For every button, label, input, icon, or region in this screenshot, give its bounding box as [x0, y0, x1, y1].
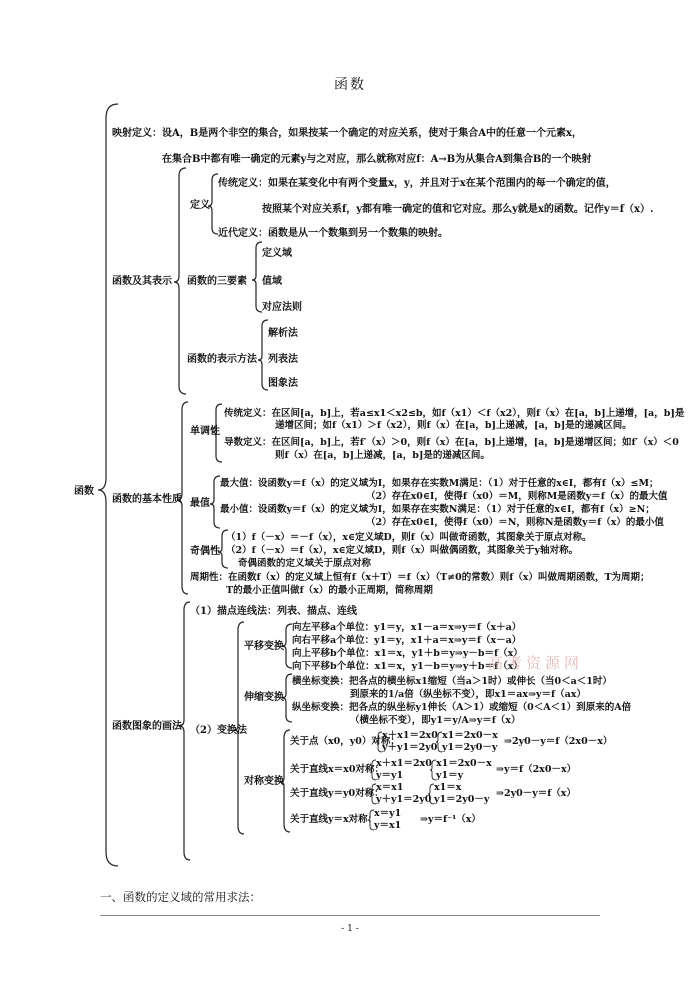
translation-up: 向上平移b个单位：x1＝x，y1＋b＝y⇒y－b＝f（x）	[292, 648, 523, 659]
sym-linex-head: 关于直线x＝x0对称：	[290, 764, 384, 775]
sym-linex-sys1-a: x＋x1＝2x0	[376, 758, 432, 769]
watermark-text: 高考资源网	[488, 654, 584, 672]
period-line1: 周期性：在函数f（x）的定义域上恒有f（x＋T）＝f（x）（T≠0的常数）则f（x）叫做周期函数，T为周期；	[190, 572, 650, 583]
traditional-definition-line1: 传统定义：如果在某变化中有两个变量x，y，并且对于x在某个范围内的每一个确定的值，	[218, 178, 616, 189]
transform-label: （2）变换法	[190, 725, 247, 736]
translation-label: 平移变换	[244, 641, 284, 652]
page-number: - 1 -	[341, 924, 359, 934]
stretch-v-line1: 纵坐标变换：把各点的纵坐标y1伸长（A＞1）或缩短（0＜A＜1）到原来的A倍	[292, 702, 632, 713]
sym-liney-sys1-b: y＋y1＝2y0	[376, 794, 432, 805]
parity-label: 奇偶性	[190, 546, 220, 557]
monotonic-trad-line1: 传统定义：在区间[a，b]上，若a≤x1＜x2≤b，如f（x1）＜f（x2），则f（x）在[a，b]上递增，[a，b]是	[224, 408, 685, 419]
sym-point-sys2-a: x1＝2x0－x	[442, 730, 498, 741]
translation-down: 向下平移b个单位：x1＝x，y1－b＝y⇒y＋b＝f（x）	[292, 661, 523, 672]
definition-label: 定义	[190, 200, 210, 211]
representation-brace	[174, 168, 186, 394]
period-line2: T的最小正值叫做f（x）的最小正周期，简称周期	[226, 585, 433, 596]
parity-line2: （2）f（－x）＝f（x），x∈定义域D，则f（x）叫做偶函数，其图象关于y轴对称。	[226, 545, 579, 556]
modern-definition: 近代定义：函数是从一个数集到另一个数集的映射。	[218, 228, 448, 239]
monotonic-label: 单调性	[190, 426, 220, 437]
graphing-label: 函数图象的画法	[112, 721, 182, 732]
traditional-definition-line2: 按照某个对应关系f，y都有唯一确定的值和它对应。那么y就是x的函数。记作y＝f（x）.	[262, 204, 654, 215]
plot-method: （1）描点连线法：列表、描点、连线	[190, 606, 357, 617]
sym-linex-result: ⇒y＝f（2x0－x）	[496, 764, 577, 775]
stretch-h-line1: 横坐标变换：把各点的横坐标x1缩短（当a＞1时）或伸长（当0＜a＜1时）	[292, 676, 612, 687]
sym-liney-result: ⇒2y0－y＝f（x）	[496, 788, 576, 799]
root-label: 函数	[74, 486, 94, 497]
max-line2: （2）存在x0∈I，使得f（x0）＝M，则称M是函数y＝f（x）的最大值	[366, 491, 668, 502]
method-analytic: 解析法	[268, 328, 298, 339]
element-range: 值域	[262, 276, 282, 287]
extremum-brace	[210, 476, 220, 528]
sym-point-sys1-a: x＋x1＝2x0	[382, 730, 438, 741]
sym-point-result: ⇒2y0－y＝f（2x0－x）	[504, 736, 613, 747]
sym-linex-sys2-b: y1＝y	[436, 770, 464, 781]
monotonic-trad-line2: 递增区间；如f（x1）＞f（x2），则f（x）在[a，b]上递减，[a，b]是的递减区间。	[275, 420, 632, 431]
properties-label: 函数的基本性质	[112, 494, 182, 505]
sym-point-sys1-b: y＋y1＝2y0	[382, 742, 438, 753]
extremum-label: 最值	[190, 498, 210, 509]
sym-lineyx-sys1-b: y＝x1	[374, 820, 402, 831]
sym-point-head: 关于点（x0，y0）对称：	[290, 736, 400, 747]
symmetry-label: 对称变换	[244, 776, 284, 787]
monotonic-deriv-line1: 导数定义：在区间[a，b]上，若f′（x）＞0，则f（x）在[a，b]上递增，[a，b]是递增区间；如f′（x）＜0	[224, 437, 679, 448]
sym-liney-sys2-a: x1＝x	[434, 782, 462, 793]
sym-linex-sys2-a: x1＝2x0－x	[436, 758, 492, 769]
mapping-definition-line1: 映射定义：设A，B是两个非空的集合，如果按某一个确定的对应关系，使对于集合A中的任意一个元素x，	[112, 128, 582, 139]
min-line2: （2）存在x0∈I，使得f（x0）＝N，则称N是函数y＝f（x）的最小值	[366, 517, 664, 528]
stretch-label: 伸缩变换	[244, 692, 284, 703]
mapping-definition-line2: 在集合B中都有唯一确定的元素y与之对应，那么就称对应f：A→B为从集合A到集合B的一个映射	[162, 154, 592, 165]
method-table: 列表法	[268, 354, 298, 365]
sym-liney-sys1-a: x＝x1	[376, 782, 404, 793]
parity-line3: 奇偶函数的定义域关于原点对称	[238, 558, 372, 569]
root-brace	[98, 104, 118, 866]
three-elements-label: 函数的三要素	[187, 276, 247, 287]
stretch-h-line2: 到原来的1/a倍（纵坐标不变），即x1＝ax⇒y＝f（ax）	[350, 689, 586, 700]
page-title: 函数	[334, 77, 366, 93]
sym-lineyx-sys1-a: x＝y1	[374, 808, 402, 819]
sym-lineyx-result: ⇒y＝f⁻¹（x）	[420, 814, 481, 825]
elements-brace	[252, 242, 262, 312]
sym-liney-head: 关于直线y＝y0对称：	[290, 788, 384, 799]
sym-liney-sys2-b: y1＝2y0－y	[434, 794, 490, 805]
method-graph: 图象法	[268, 378, 298, 389]
footer-divider	[100, 915, 600, 916]
representation-label: 函数及其表示	[112, 276, 172, 287]
translation-right: 向右平移a个单位：y1＝y，x1＋a＝x⇒y＝f（x－a）	[292, 635, 522, 646]
methods-label: 函数的表示方法	[187, 354, 257, 365]
stretch-v-line2: （横坐标不变），即y1＝y/A⇒y＝f（x）	[350, 715, 521, 726]
monotonic-deriv-line2: 则f（x）在[a，b]上递减，[a，b]是的递减区间。	[275, 450, 490, 461]
sym-linex-sys1-b: y＝y1	[376, 770, 404, 781]
translation-left: 向左平移a个单位：y1＝y，x1－a＝x⇒y＝f（x＋a）	[292, 622, 522, 633]
element-rule: 对应法则	[262, 302, 302, 313]
parity-line1: （1）f（－x）＝－f（x），x∈定义域D，则f（x）叫做奇函数，其图象关于原点对称。	[226, 532, 592, 543]
sym-lineyx-head: 关于直线y＝x对称：	[290, 814, 378, 825]
element-domain: 定义域	[262, 248, 292, 259]
methods-brace	[258, 320, 268, 390]
section-heading: 一、函数的定义域的常用求法：	[100, 890, 261, 904]
min-line1: 最小值：设函数y＝f（x）的定义域为I，如果存在实数N满足：（1）对于任意的x∈I，都有f（x）≥N；	[220, 504, 655, 515]
sym-point-sys2-b: y1＝2y0－y	[442, 742, 498, 753]
max-line1: 最大值：设函数y＝f（x）的定义域为I，如果存在实数M满足：（1）对于任意的x∈I，都有f（x）≤M；	[220, 478, 659, 489]
